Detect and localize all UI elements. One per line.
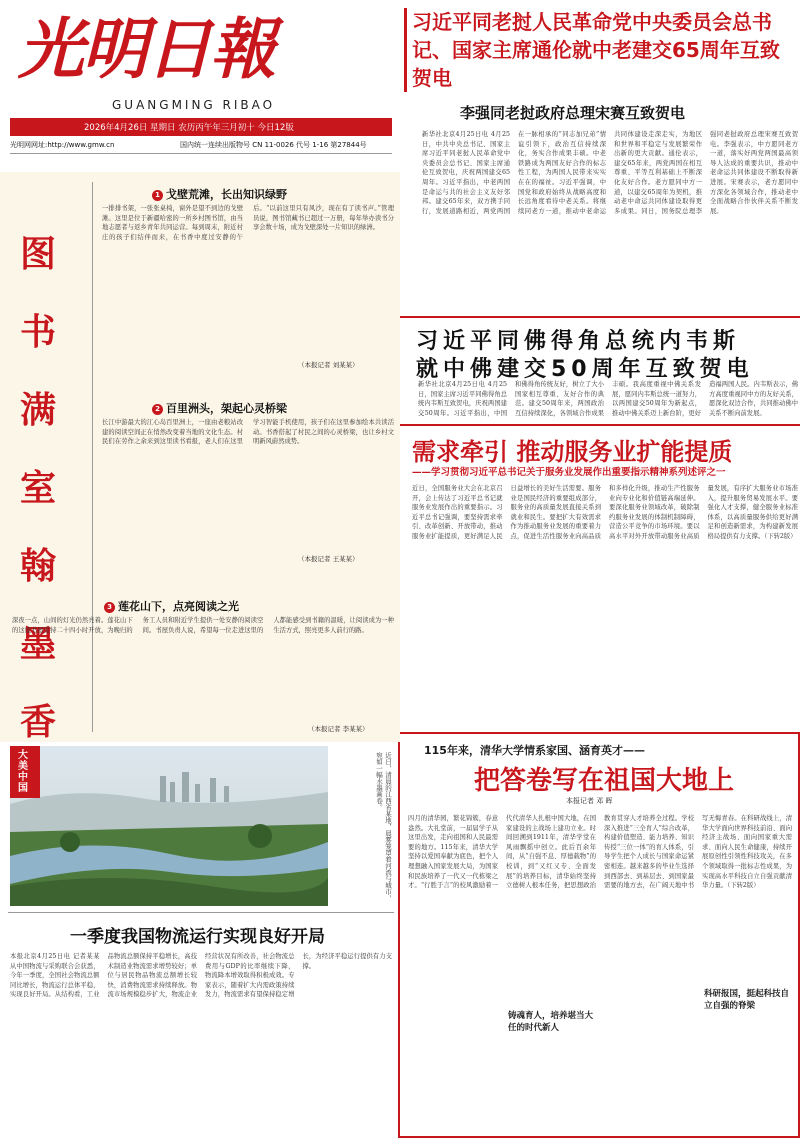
sidebar-item-heading	[152, 400, 287, 416]
feature-article	[398, 732, 800, 1138]
third-subhead: ——学习贯彻习近平总书记关于服务业发展作出重要指示精神系列述评之一	[412, 467, 726, 478]
sidebar-item-title: 戈壁荒滩，长出知识绿野	[166, 188, 287, 201]
site-url[interactable]: 光明网网址:http://www.gmw.cn	[10, 141, 115, 149]
lead-headline: 习近平同老挝人民革命党中央委员会总书记、国家主席通伦就中老建交65周年互致贺电	[412, 10, 780, 90]
serial-number: 国内统一连续出版物号 CN 11-0026 代号 1-16 第27844号	[180, 141, 367, 149]
sidebar-item-body: 一排排书架，一张张桌椅，窗外是望不到边的戈壁滩。这里是位于新疆哈密的一所乡村图书馆，由当地志愿者与返乡青年共同运营。每到周末，附近村庄的孩子们结伴而来，在书香中度过安静的午后。“以前这里只有风沙，现在有了读书声。”管理员说，图书馆藏书已超过一万册，每年举办读书分享会数十场，成为戈壁深处一片知识的绿洲。	[102, 205, 394, 241]
item-number: 3	[104, 602, 115, 613]
divider	[8, 912, 394, 913]
sidebar-item-credit: （本报记者 刘某某）	[298, 361, 359, 369]
newspaper-logo: 光明日報	[18, 11, 274, 88]
feature-section-heading-2: 科研报国，挺起科技自立自强的脊梁	[704, 988, 792, 1012]
sidebar-title: 图书满室翰墨香	[20, 234, 57, 743]
item-number: 2	[152, 404, 163, 415]
divider	[10, 153, 392, 154]
second-body: 新华社北京4月25日电 4月25日，国家主席习近平同佛得角总统内韦斯互致贺电，庆祝两国建交50周年。习近平指出，中国和佛得角传统友好，树立了大小国家相互尊重、友好合作的典范。建交50周年来，两国政治互信持续深化，各领域合作成果丰硕。我高度重视中佛关系发展，愿同内韦斯总统一道努力，以两国建交50周年为新起点，推动中佛关系迈上新台阶，更好造福两国人民。内韦斯表示，佛方高度重视同中方的友好关系，愿深化双边合作，共同推动佛中关系不断向前发展。	[418, 381, 798, 417]
photo-tag-label: 大美中国	[18, 750, 28, 794]
feature-headline: 把答卷写在祖国大地上	[474, 766, 735, 796]
logistics-article	[8, 912, 394, 1138]
sidebar-item	[98, 186, 396, 374]
sidebar-item-body: 长江中游最大的江心岛百里洲上，一座由老粮站改建的阅读空间正在悄然改变着当地的文化生态。村民们在劳作之余来到这里读书看报，老人们在这里学习智能手机使用，孩子们在这里参加绘本共读活动。书香搭起了村民之间的心灵桥梁，也让乡村文明新风蔚然成势。	[102, 419, 394, 446]
third-article	[404, 428, 800, 708]
feature-byline: 本报记者 邓 晖	[566, 797, 613, 805]
sidebar-item-credit: （本报记者 王某某）	[298, 555, 359, 563]
third-headline: 需求牵引 推动服务业扩能提质	[412, 438, 733, 466]
second-headline-line2: 就中佛建交50周年互致贺电	[416, 357, 754, 382]
divider	[400, 424, 800, 426]
second-article	[404, 320, 800, 422]
logistics-headline: 一季度我国物流运行实现良好开局	[70, 927, 325, 947]
lead-accent-bar	[404, 8, 407, 92]
divider	[400, 316, 800, 318]
sidebar-item	[8, 598, 396, 738]
masthead	[0, 0, 400, 172]
logistics-body: 本报北京4月25日电 记者某某从中国物流与采购联合会获悉，今年一季度，全国社会物流总额同比增长，物流运行总体平稳，实现良好开局。从结构看，工业品物流总额保持平稳增长，高技术制造业物流需求增势较好；单位与居民物品物流总额增长较快，消费物流需求持续释放。物流市场规模稳步扩大，物流企业经营状况有所改善，社会物流总费用与GDP的比率继续下降，物流降本增效取得积极成效。专家表示，随着扩大内需政策持续发力，物流需求有望保持稳定增长，为经济平稳运行提供有力支撑。	[10, 953, 392, 999]
sidebar-item	[98, 400, 396, 576]
lead-article	[404, 2, 800, 314]
photo-caption: 近日，清晨的江西省某地，晨雾笼罩着河流与城市，宛如一幅水墨画卷。	[375, 752, 392, 902]
sidebar-item-body: 深夜一点，山间的灯光仍然亮着。莲花山下的这座书屋坚持二十四小时开放，为晚归的务工人员和附近学生提供一处安静的阅读空间。书屋负责人说，希望每一位走进这里的人都能感受到书籍的温暖，让阅读成为一种生活方式，照亮更多人前行的路。	[12, 617, 394, 634]
sidebar-item-title: 百里洲头，架起心灵桥梁	[166, 402, 287, 415]
sidebar-feature	[0, 172, 400, 742]
item-number: 1	[152, 190, 163, 201]
photo-tag	[10, 746, 40, 798]
sidebar-item-heading	[104, 598, 239, 614]
feature-body: 四月的清华园，繁花锦簇，春意盎然。大礼堂前，一届届学子从这里出发，走向祖国和人民最需要的地方。115年来，清华大学坚持以爱国奉献为底色，把个人理想融入国家发展大局，为国家和民族培养了一代又一代栋梁之才。“行胜于言”的校风激励着一代代清华人扎根中国大地，在国家建设的主战场上建功立业。时间回溯到1911年，清华学堂在风雨飘摇中创立。此后百余年间，从“自强不息、厚德载物”的校训，到“又红又专、全面发展”的培养目标，清华始终坚持立德树人根本任务，把思想政治教育贯穿人才培养全过程。学校深入推进“三全育人”综合改革，构建价值塑造、能力培养、知识传授“三位一体”的育人体系，引导学生把个人成长与国家命运紧密相连。越来越多的毕业生选择到西部去、到基层去、到国家最需要的地方去，在广阔天地中书写无悔青春。在科研战线上，清华大学面向世界科技前沿、面向经济主战场、面向国家重大需求、面向人民生命健康，持续开展原创性引领性科技攻关，在多个领域取得一批标志性成果，为实现高水平科技自立自强贡献清华力量。（下转2版）	[408, 815, 792, 890]
logo-pinyin: GUANGMING RIBAO	[112, 98, 276, 112]
sidebar-item-heading	[152, 186, 287, 202]
third-body: 近日，全国服务业大会在北京召开，会上传达了习近平总书记就服务业发展作出的重要指示。习近平总书记强调，要坚持需求牵引、改革创新、开放带动，推动服务业扩能提质，更好满足人民日益增长的美好生活需要。服务业是国民经济的重要组成部分，服务业的高质量发展直接关系到就业和民生。要把扩大有效需求作为推动服务业发展的重要着力点，促进生活性服务业向高品质和多样化升级，推动生产性服务业向专业化和价值链高端延伸。要深化服务业领域改革，破除制约服务业发展的体制机制障碍，营造公平竞争的市场环境。要以高水平对外开放带动服务业高质量发展，有序扩大服务业市场准入，提升服务贸易发展水平。要强化人才支撑，健全服务业标准体系，以高质量服务供给更好满足和创造新需求，为构建新发展格局提供有力支撑。（下转2版）	[412, 485, 798, 540]
landscape-photo	[10, 746, 328, 906]
sidebar-item-credit: （本报记者 李某某）	[308, 725, 369, 733]
lead-body: 新华社北京4月25日电 4月25日，中共中央总书记、国家主席习近平同老挝人民革命党中央委员会总书记、国家主席通伦互致贺电，庆祝两国建交65周年。习近平指出，中老两国是命运与共的社会主义友好邻邦。建交65年来，双方携手同行，发展道路相近，两党两国在一脉相承的“同志加兄弟”情谊引领下，政治互信持续深化，务实合作成果丰硕。中老铁路成为两国友好合作的标志性工程，为两国人民带来实实在在的福祉。习近平强调，中国党和政府始终从战略高度和长远角度看待中老关系。将继续同老方一道，推动中老命运共同体建设走深走实，为地区和世界和平稳定与发展繁荣作出新的更大贡献。通伦表示，建交65年来，两党两国在相互尊重、平等互利基础上不断深化友好合作。老方愿同中方一道，以建交65周年为契机，推动老中命运共同体建设取得更多成果。同日，国务院总理李强同老挝政府总理宋赛互致贺电。李强表示，中方愿同老方一道，落实好两党两国最高领导人达成的重要共识，推动中老命运共同体建设不断取得新进展。宋赛表示，老方愿同中方深化各领域合作，推动老中全面战略合作伙伴关系不断发展。	[422, 131, 798, 215]
second-headline-line1: 习近平同佛得角总统内韦斯	[416, 329, 741, 354]
sidebar-item-title: 莲花山下，点亮阅读之光	[118, 600, 239, 613]
feature-section-heading-1: 铸魂育人，培养堪当大任的时代新人	[508, 1010, 596, 1034]
lead-subhead: 李强同老挝政府总理宋赛互致贺电	[460, 104, 686, 122]
photo-block	[10, 746, 394, 906]
feature-kicker: 115年来，清华大学情系家国、涵育英才——	[424, 744, 645, 757]
dateline: 2026年4月26日 星期日 农历丙午年三月初十 今日12版	[84, 123, 294, 133]
